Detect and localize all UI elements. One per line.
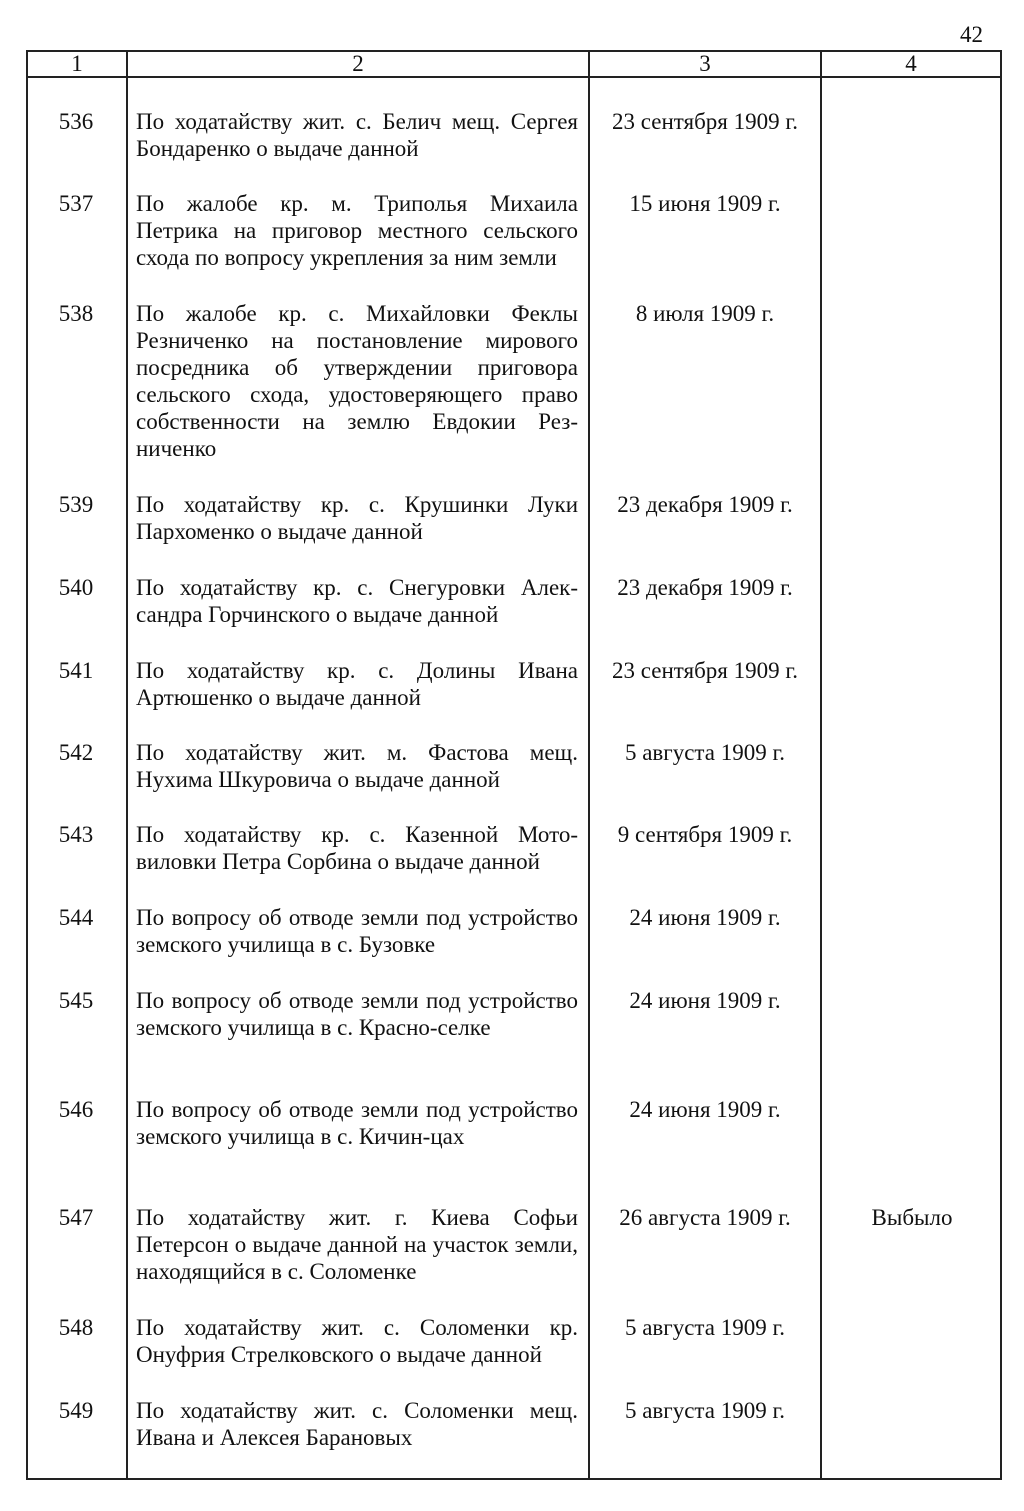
row-number: 538 <box>58 301 94 326</box>
row-description: По вопросу об отводе земли под устройство земского училища в с. Кичин-цах <box>136 1097 578 1149</box>
row-date: 23 сентября 1909 г. <box>612 658 798 683</box>
row-description: По вопросу об отводе земли под устройство земского училища в с. Бузовке <box>136 905 578 957</box>
row-number: 540 <box>58 575 94 600</box>
row-description: По ходатайству кр. с. Казенной Мото-виловки Петра Сорбина о выдаче данной <box>136 822 578 874</box>
column-header-date: 3 <box>699 51 711 76</box>
row-date: 26 августа 1909 г. <box>619 1205 791 1230</box>
row-description: По ходатайству кр. с. Снегуровки Алек-сандра Горчинского о выдаче данной <box>136 575 578 627</box>
column-header-description: 2 <box>352 51 364 76</box>
row-date: 24 июня 1909 г. <box>629 1097 781 1122</box>
row-number: 547 <box>58 1205 94 1230</box>
row-number: 539 <box>58 492 94 517</box>
row-description: По ходатайству жит. с. Соломенки кр. Онуфрия Стрелковского о выдаче данной <box>136 1315 578 1367</box>
row-date: 8 июля 1909 г. <box>635 301 775 326</box>
row-date: 9 сентября 1909 г. <box>617 822 793 847</box>
column-divider <box>820 50 822 1480</box>
row-description: По ходатайству кр. с. Крушинки Луки Пархоменко о выдаче данной <box>136 492 578 544</box>
row-date: 23 декабря 1909 г. <box>617 575 793 600</box>
page-number: 42 <box>960 22 983 47</box>
row-number: 544 <box>58 905 94 930</box>
row-date: 5 августа 1909 г. <box>624 740 786 765</box>
row-date: 23 декабря 1909 г. <box>617 492 793 517</box>
row-number: 543 <box>58 822 94 847</box>
header-divider <box>26 76 1002 78</box>
row-date: 15 июня 1909 г. <box>629 191 781 216</box>
row-date: 24 июня 1909 г. <box>629 905 781 930</box>
row-date: 23 сентября 1909 г. <box>612 109 798 134</box>
row-date: 5 августа 1909 г. <box>624 1315 786 1340</box>
row-number: 548 <box>58 1315 94 1340</box>
row-description: По жалобе кр. м. Триполья Михаила Петрика на приговор местного сельского схода по вопросу укрепления за ним земли <box>136 191 578 270</box>
row-description: По ходатайству жит. г. Киева Софьи Петерсон о выдаче данной на участок земли, находящийся в с. Соломенке <box>136 1205 578 1284</box>
row-date: 24 июня 1909 г. <box>629 988 781 1013</box>
row-number: 549 <box>58 1398 94 1423</box>
row-number: 536 <box>58 109 94 134</box>
row-number: 541 <box>58 658 94 683</box>
row-number: 545 <box>58 988 94 1013</box>
column-header-number: 1 <box>71 51 83 76</box>
row-description: По жалобе кр. с. Михайловки Феклы Резниченко на постановление мирового посредника об утверждении приговора сельского схода, удостоверяющего право собственности на землю Евдокии Рез-ниченко <box>136 301 578 461</box>
row-description: По ходатайству кр. с. Долины Ивана Артюшенко о выдаче данной <box>136 658 578 710</box>
column-divider <box>126 50 128 1480</box>
row-number: 546 <box>58 1097 94 1122</box>
column-header-note: 4 <box>905 51 917 76</box>
row-number: 542 <box>58 740 94 765</box>
row-note: Выбыло <box>871 1205 953 1230</box>
row-number: 537 <box>58 191 94 216</box>
row-description: По вопросу об отводе земли под устройство земского училища в с. Красно-селке <box>136 988 578 1040</box>
row-description: По ходатайству жит. м. Фастова мещ. Нухима Шкуровича о выдаче данной <box>136 740 578 792</box>
row-description: По ходатайству жит. с. Соломенки мещ. Ивана и Алексея Барановых <box>136 1398 578 1450</box>
row-date: 5 августа 1909 г. <box>624 1398 786 1423</box>
row-description: По ходатайству жит. с. Белич мещ. Сергея Бондаренко о выдаче данной <box>136 109 578 161</box>
